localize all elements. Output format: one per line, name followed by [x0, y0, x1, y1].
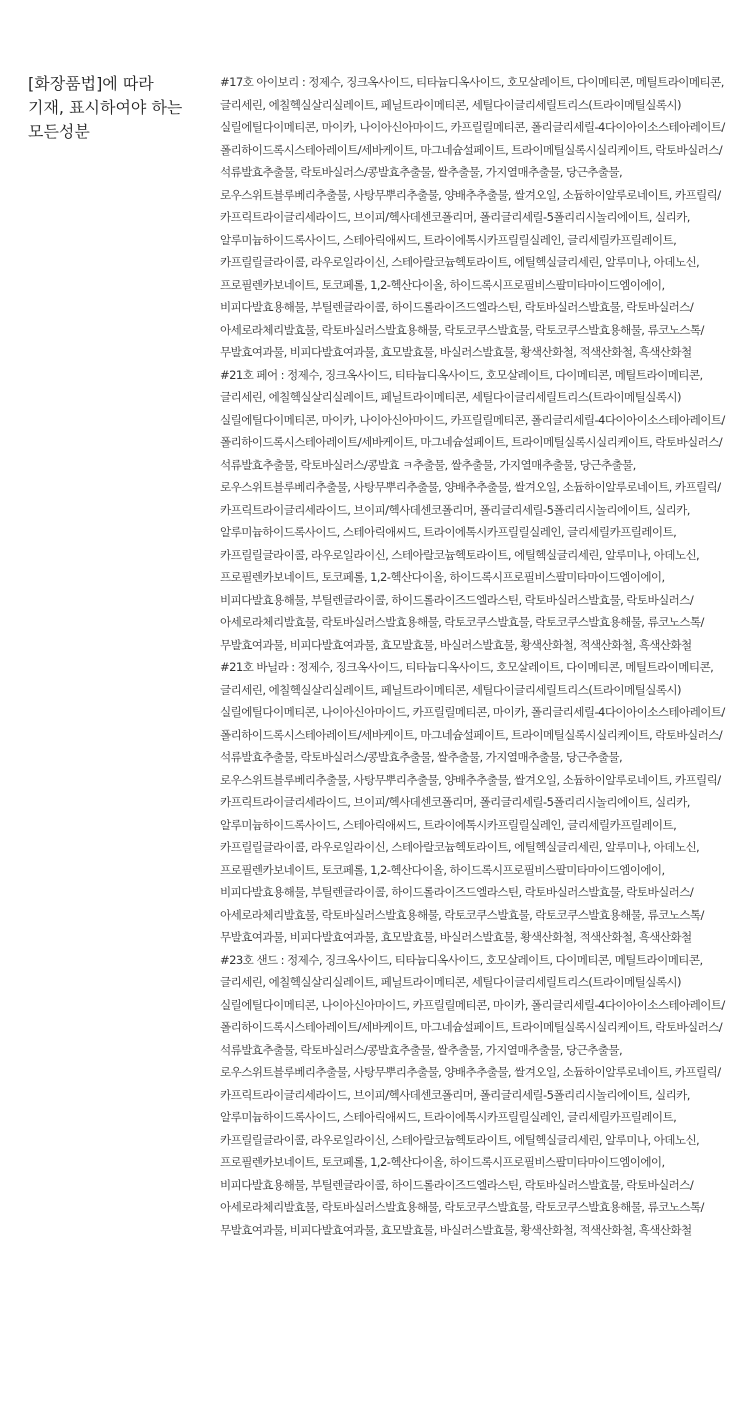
section-title-line-1: [화장품법]에 따라 [28, 74, 154, 93]
shade-ingredients-23-sand: #23호 샌드 : 정제수, 징크옥사이드, 티타늄디옥사이드, 호모살레이트, 다이메티콘, 메틸트라이메티콘, 글리세린, 에칠헥실살리실레이트, 페닐트라이메티콘, 세틸다이글리세릴트리스(트라이메틸실록시)실릴에틸다이메티콘, 나이아신아마이드, 카프릴릴메티콘, 마이카, 폴리글리세릴-4다이아이소스테아레이트/폴리하이드록시스테아레이트/세바케이트, 마그네슘설페이트, 트라이메틸실록시실리케이트, 락토바실러스/석류발효추출물, 락토바실러스/콩발효추출물, 쌀추출물, 가지열매추출물, 당근추출물, 로우스위트블루베리추출물, 사탕무뿌리추출물, 양배추추출물, 쌀겨오일, 소듐하이알루로네이트, 카프릴릭/카프릭트라이글리세라이드, 브이피/헥사데센코폴리머, 폴리글리세릴-5폴리리시놀리에이트, 실리카, 알루미늄하이드록사이드, 스테아릭애씨드, 트라이에톡시카프릴릴실레인, 글리세릴카프릴레이트, 카프릴릴글라이콜, 라우로일라이신, 스테아랄코늄헥토라이트, 에틸헥실글리세린, 알루미나, 아데노신, 프로필렌카보네이트, 토코페롤, 1,2-헥산다이올, 하이드록시프로필비스팔미타마이드엠이에이, 비피다발효용해물, 부틸렌글라이콜, 하이드롤라이즈드엘라스틴, 락토바실러스발효물, 락토바실러스/아세로라체리발효물, 락토바실러스발효용해물, 락토코쿠스발효물, 락토코쿠스발효용해물, 류코노스톡/무발효여과물, 비피다발효여과물, 효모발효물, 바실러스발효물, 황색산화철, 적색산화철, 흑색산화철 [220, 952, 725, 1237]
shade-ingredients-21-fair: #21호 페어 : 정제수, 징크옥사이드, 티타늄디옥사이드, 호모살레이트, 다이메티콘, 메틸트라이메티콘, 글리세린, 에칠헥실살리실레이트, 페닐트라이메티콘, 세틸다이글리세릴트리스(트라이메틸실록시)실릴에틸다이메티콘, 마이카, 나이아신아마이드, 카프릴릴메티콘, 폴리글리세릴-4다이아이소스테아레이트/폴리하이드록시스테아레이트/세바케이트, 마그네슘설페이트, 트라이메틸실록시실리케이트, 락토바실러스/석류발효추출물, 락토바실러스/콩발효 ㅋ추출물, 쌀추출물, 가지열매추출물, 당근추출물, 로우스위트블루베리추출물, 사탕무뿌리추출물, 양배추추출물, 쌀겨오일, 소듐하이알루로네이트, 카프릴릭/카프릭트라이글리세라이드, 브이피/헥사데센코폴리머, 폴리글리세릴-5폴리리시놀리에이트, 실리카, 알루미늄하이드록사이드, 스테아릭애씨드, 트라이에톡시카프릴릴실레인, 글리세릴카프릴레이트, 카프릴릴글라이콜, 라우로일라이신, 스테아랄코늄헥토라이트, 에틸헥실글리세린, 알루미나, 아데노신, 프로필렌카보네이트, 토코페롤, 1,2-헥산다이올, 하이드록시프로필비스팔미타마이드엠이에이, 비피다발효용해물, 부틸렌글라이콜, 하이드롤라이즈드엘라스틴, 락토바실러스발효물, 락토바실러스/아세로라체리발효물, 락토바실러스발효용해물, 락토코쿠스발효물, 락토코쿠스발효용해물, 류코노스톡/무발효여과물, 비피다발효여과물, 효모발효물, 바실러스발효물, 황색산화철, 적색산화철, 흑색산화철 [220, 367, 725, 652]
shade-ingredient-text: 정제수, 징크옥사이드, 티타늄디옥사이드, 호모살레이트, 다이메티콘, 메틸트라이메티콘, 글리세린, 에칠헥실살리실레이트, 페닐트라이메티콘, 세틸다이글리세릴트리스(트라이메틸실록시)실릴에틸다이메티콘, 마이카, 나이아신아마이드, 카프릴릴메티콘, 폴리글리세릴-4다이아이소스테아레이트/폴리하이드록시스테아레이트/세바케이트, 마그네슘설페이트, 트라이메틸실록시실리케이트, 락토바실러스/석류발효추출물, 락토바실러스/콩발효 ㅋ추출물, 쌀추출물, 가지열매추출물, 당근추출물, 로우스위트블루베리추출물, 사탕무뿌리추출물, 양배추추출물, 쌀겨오일, 소듐하이알루로네이트, 카프릴릭/카프릭트라이글리세라이드, 브이피/헥사데센코폴리머, 폴리글리세릴-5폴리리시놀리에이트, 실리카, 알루미늄하이드록사이드, 스테아릭애씨드, 트라이에톡시카프릴릴실레인, 글리세릴카프릴레이트, 카프릴릴글라이콜, 라우로일라이신, 스테아랄코늄헥토라이트, 에틸헥실글리세린, 알루미나, 아데노신, 프로필렌카보네이트, 토코페롤, 1,2-헥산다이올, 하이드록시프로필비스팔미타마이드엠이에이, 비피다발효용해물, 부틸렌글라이콜, 하이드롤라이즈드엘라스틴, 락토바실러스발효물, 락토바실러스/아세로라체리발효물, 락토바실러스발효용해물, 락토코쿠스발효물, 락토코쿠스발효용해물, 류코노스톡/무발효여과물, 비피다발효여과물, 효모발효물, 바실러스발효물, 황색산화철, 적색산화철, 흑색산화철 [220, 367, 725, 652]
shade-ingredient-text: 정제수, 징크옥사이드, 티타늄디옥사이드, 호모살레이트, 다이메티콘, 메틸트라이메티콘, 글리세린, 에칠헥실살리실레이트, 페닐트라이메티콘, 세틸다이글리세릴트리스(트라이메틸실록시)실릴에틸다이메티콘, 나이아신아마이드, 카프릴릴메티콘, 마이카, 폴리글리세릴-4다이아이소스테아레이트/폴리하이드록시스테아레이트/세바케이트, 마그네슘설페이트, 트라이메틸실록시실리케이트, 락토바실러스/석류발효추출물, 락토바실러스/콩발효추출물, 쌀추출물, 가지열매추출물, 당근추출물, 로우스위트블루베리추출물, 사탕무뿌리추출물, 양배추추출물, 쌀겨오일, 소듐하이알루로네이트, 카프릴릭/카프릭트라이글리세라이드, 브이피/헥사데센코폴리머, 폴리글리세릴-5폴리리시놀리에이트, 실리카, 알루미늄하이드록사이드, 스테아릭애씨드, 트라이에톡시카프릴릴실레인, 글리세릴카프릴레이트, 카프릴릴글라이콜, 라우로일라이신, 스테아랄코늄헥토라이트, 에틸헥실글리세린, 알루미나, 아데노신, 프로필렌카보네이트, 토코페롤, 1,2-헥산다이올, 하이드록시프로필비스팔미타마이드엠이에이, 비피다발효용해물, 부틸렌글라이콜, 하이드롤라이즈드엘라스틴, 락토바실러스발효물, 락토바실러스/아세로라체리발효물, 락토바실러스발효용해물, 락토코쿠스발효물, 락토코쿠스발효용해물, 류코노스톡/무발효여과물, 비피다발효여과물, 효모발효물, 바실러스발효물, 황색산화철, 적색산화철, 흑색산화철 [220, 952, 725, 1237]
shade-name: #17호 아이보리 [220, 75, 299, 89]
shade-ingredient-text: 정제수, 징크옥사이드, 티타늄디옥사이드, 호모살레이트, 다이메티콘, 메틸트라이메티콘, 글리세린, 에칠헥실살리실레이트, 페닐트라이메티콘, 세틸다이글리세릴트리스(트라이메틸실록시)실릴에틸다이메티콘, 나이아신아마이드, 카프릴릴메티콘, 마이카, 폴리글리세릴-4다이아이소스테아레이트/폴리하이드록시스테아레이트/세바케이트, 마그네슘설페이트, 트라이메틸실록시실리케이트, 락토바실러스/석류발효추출물, 락토바실러스/콩발효추출물, 쌀추출물, 가지열매추출물, 당근추출물, 로우스위트블루베리추출물, 사탕무뿌리추출물, 양배추추출물, 쌀겨오일, 소듐하이알루로네이트, 카프릴릭/카프릭트라이글리세라이드, 브이피/헥사데센코폴리머, 폴리글리세릴-5폴리리시놀리에이트, 실리카, 알루미늄하이드록사이드, 스테아릭애씨드, 트라이에톡시카프릴릴실레인, 글리세릴카프릴레이트, 카프릴릴글라이콜, 라우로일라이신, 스테아랄코늄헥토라이트, 에틸헥실글리세린, 알루미나, 아데노신, 프로필렌카보네이트, 토코페롤, 1,2-헥산다이올, 하이드록시프로필비스팔미타마이드엠이에이, 비피다발효용해물, 부틸렌글라이콜, 하이드롤라이즈드엘라스틴, 락토바실러스발효물, 락토바실러스/아세로라체리발효물, 락토바실러스발효용해물, 락토코쿠스발효물, 락토코쿠스발효용해물, 류코노스톡/무발효여과물, 비피다발효여과물, 효모발효물, 바실러스발효물, 황색산화철, 적색산화철, 흑색산화철 [220, 660, 725, 944]
shade-name: #21호 페어 [220, 367, 278, 382]
section-title-line-3: 모든성분 [28, 122, 90, 141]
shade-ingredient-text: 정제수, 징크옥사이드, 티타늄디옥사이드, 호모살레이트, 다이메티콘, 메틸트라이메티콘, 글리세린, 에칠헥실살리실레이트, 페닐트라이메티콘, 세틸다이글리세릴트리스(트라이메틸실록시)실릴에틸다이메티콘, 마이카, 나이아신아마이드, 카프릴릴메티콘, 폴리글리세릴-4다이아이소스테아레이트/폴리하이드록시스테아레이트/세바케이트, 마그네슘설페이트, 트라이메틸실록시실리케이트, 락토바실러스/석류발효추출물, 락토바실러스/콩발효추출물, 쌀추출물, 가지열매추출물, 당근추출물, 로우스위트블루베리추출물, 사탕무뿌리추출물, 양배추추출물, 쌀겨오일, 소듐하이알루로네이트, 카프릴릭/카프릭트라이글리세라이드, 브이피/헥사데센코폴리머, 폴리글리세릴-5폴리리시놀리에이트, 실리카, 알루미늄하이드록사이드, 스테아릭애씨드, 트라이에톡시카프릴릴실레인, 글리세릴카프릴레이트, 카프릴릴글라이콜, 라우로일라이신, 스테아랄코늄헥토라이트, 에틸헥실글리세린, 알루미나, 아데노신, 프로필렌카보네이트, 토코페롤, 1,2-헥산다이올, 하이드록시프로필비스팔미타마이드엠이에이, 비피다발효용해물, 부틸렌글라이콜, 하이드롤라이즈드엘라스틴, 락토바실러스발효물, 락토바실러스/아세로라체리발효물, 락토바실러스발효용해물, 락토코쿠스발효물, 락토코쿠스발효용해물, 류코노스톡/무발효여과물, 비피다발효여과물, 효모발효물, 바실러스발효물, 황색산화철, 적색산화철, 흑색산화철 [220, 75, 725, 359]
shade-name: #23호 샌드 [220, 952, 278, 967]
ingredients-list [220, 71, 732, 1241]
section-title-line-2: 기재, 표시하여야 하는 [28, 98, 183, 117]
section-title [28, 72, 198, 144]
shade-ingredients-21-vanilla: #21호 바닐라 : 정제수, 징크옥사이드, 티타늄디옥사이드, 호모살레이트, 다이메티콘, 메틸트라이메티콘, 글리세린, 에칠헥실살리실레이트, 페닐트라이메티콘, 세틸다이글리세릴트리스(트라이메틸실록시)실릴에틸다이메티콘, 나이아신아마이드, 카프릴릴메티콘, 마이카, 폴리글리세릴-4다이아이소스테아레이트/폴리하이드록시스테아레이트/세바케이트, 마그네슘설페이트, 트라이메틸실록시실리케이트, 락토바실러스/석류발효추출물, 락토바실러스/콩발효추출물, 쌀추출물, 가지열매추출물, 당근추출물, 로우스위트블루베리추출물, 사탕무뿌리추출물, 양배추추출물, 쌀겨오일, 소듐하이알루로네이트, 카프릴릭/카프릭트라이글리세라이드, 브이피/헥사데센코폴리머, 폴리글리세릴-5폴리리시놀리에이트, 실리카, 알루미늄하이드록사이드, 스테아릭애씨드, 트라이에톡시카프릴릴실레인, 글리세릴카프릴레이트, 카프릴릴글라이콜, 라우로일라이신, 스테아랄코늄헥토라이트, 에틸헥실글리세린, 알루미나, 아데노신, 프로필렌카보네이트, 토코페롤, 1,2-헥산다이올, 하이드록시프로필비스팔미타마이드엠이에이, 비피다발효용해물, 부틸렌글라이콜, 하이드롤라이즈드엘라스틴, 락토바실러스발효물, 락토바실러스/아세로라체리발효물, 락토바실러스발효용해물, 락토코쿠스발효물, 락토코쿠스발효용해물, 류코노스톡/무발효여과물, 비피다발효여과물, 효모발효물, 바실러스발효물, 황색산화철, 적색산화철, 흑색산화철 [220, 660, 725, 944]
shade-ingredients-17-ivory: #17호 아이보리 : 정제수, 징크옥사이드, 티타늄디옥사이드, 호모살레이트, 다이메티콘, 메틸트라이메티콘, 글리세린, 에칠헥실살리실레이트, 페닐트라이메티콘, 세틸다이글리세릴트리스(트라이메틸실록시)실릴에틸다이메티콘, 마이카, 나이아신아마이드, 카프릴릴메티콘, 폴리글리세릴-4다이아이소스테아레이트/폴리하이드록시스테아레이트/세바케이트, 마그네슘설페이트, 트라이메틸실록시실리케이트, 락토바실러스/석류발효추출물, 락토바실러스/콩발효추출물, 쌀추출물, 가지열매추출물, 당근추출물, 로우스위트블루베리추출물, 사탕무뿌리추출물, 양배추추출물, 쌀겨오일, 소듐하이알루로네이트, 카프릴릭/카프릭트라이글리세라이드, 브이피/헥사데센코폴리머, 폴리글리세릴-5폴리리시놀리에이트, 실리카, 알루미늄하이드록사이드, 스테아릭애씨드, 트라이에톡시카프릴릴실레인, 글리세릴카프릴레이트, 카프릴릴글라이콜, 라우로일라이신, 스테아랄코늄헥토라이트, 에틸헥실글리세린, 알루미나, 아데노신, 프로필렌카보네이트, 토코페롤, 1,2-헥산다이올, 하이드록시프로필비스팔미타마이드엠이에이, 비피다발효용해물, 부틸렌글라이콜, 하이드롤라이즈드엘라스틴, 락토바실러스발효물, 락토바실러스/아세로라체리발효물, 락토바실러스발효용해물, 락토코쿠스발효물, 락토코쿠스발효용해물, 류코노스톡/무발효여과물, 비피다발효여과물, 효모발효물, 바실러스발효물, 황색산화철, 적색산화철, 흑색산화철 [220, 75, 725, 359]
shade-name: #21호 바닐라 [220, 660, 289, 674]
